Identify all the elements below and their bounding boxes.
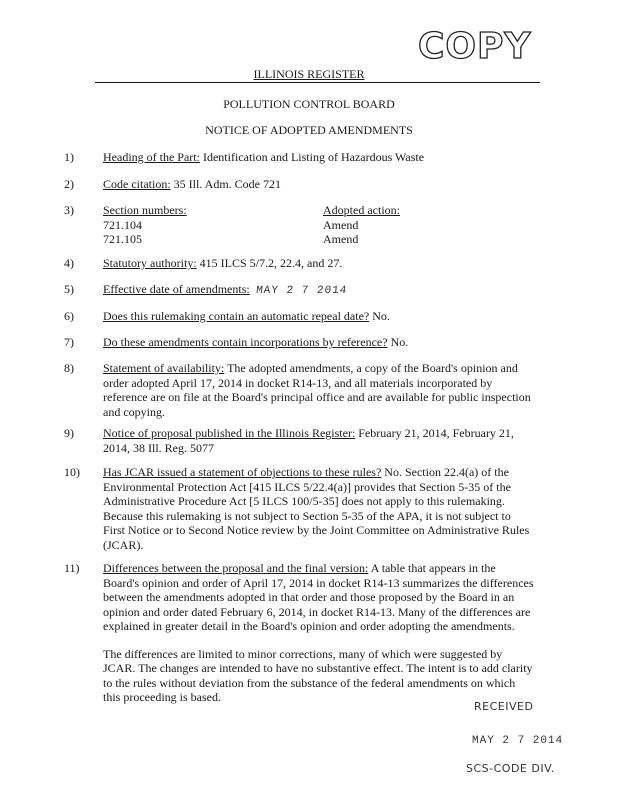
item-label: Effective date of amendments: [103,282,250,296]
adopted-action: Amend [323,217,359,232]
item-text: The adopted amendments, a copy of the Board's opinion and order adopted April 17, 2014 in docket R14-13, and all materials incorporated by reference are on file at the Board's principal office and are available for public inspection and copying. [103,361,531,419]
received-stamp: RECEIVED [474,700,534,713]
section-numbers-header: Section numbers: [103,203,187,217]
item-number: 8) [64,361,74,375]
register-title: ILLINOIS REGISTER [253,67,365,81]
item-number: 11) [64,561,80,575]
notice-title: NOTICE OF ADOPTED AMENDMENTS [205,123,413,137]
item-label: Does this rulemaking contain an automatic repeal date? [103,309,370,323]
item-text: February 21, 2014, February 21, 2014, 38 Ill. Reg. 5077 [103,426,514,455]
item-label: Statement of availability: [103,361,225,375]
scs-code-division-stamp: SCS-CODE DIV. [466,762,555,775]
item-text: Identification and Listing of Hazardous Waste [199,150,425,164]
adopted-action: Amend [323,232,359,246]
item-number: 4) [64,256,74,270]
item-text: No. [387,335,409,349]
header-rule [95,82,540,83]
item-number: 9) [64,426,74,440]
item-label: Differences between the proposal and the final version: [103,561,369,575]
item-number: 2) [64,177,74,191]
section-number: 721.105 [103,232,142,246]
item-text: 35 Ill. Adm. Code 721 [170,177,281,191]
item-number: 3) [64,203,74,217]
item-label: Statutory authority: [103,256,197,270]
item-label: Notice of proposal published in the Illinois Register: [103,426,356,440]
item-text: A table that appears in the Board's opinion and order of April 17, 2014 in docket R14-13 summarizes the differences between the amendments adopted in that order and those proposed by the Board in an opinion and order dated February 6, 2014, in docket R14-13. Many of the differences are explained in greater detail in the Board's opinion and order adopting the amendments. [103,561,534,633]
item-text: No. Section 22.4(a) of the Environmental Protection Act [415 ILCS 5/22.4(a)] provides that Section 5-35 of the Administrative Procedure Act [5 ILCS 100/5-35] does not apply to this rulemaking. Because this rulemaking is not subject to Section 5-35 of the APA, it is not subject to First Notice or to Second Notice review by the Joint Committee on Administrative Rules (JCAR). [103,465,530,552]
item-number: 5) [64,282,74,296]
item-11-paragraph-2: The differences are limited to minor corrections, many of which were suggested by JCAR. The changes are intended to have no substantive effect. The intent is to add clarity to the rules without deviation from the substance of the federal amendments on which this proceeding is based. [103,646,533,704]
item-number: 6) [64,309,74,323]
item-text: 415 ILCS 5/7.2, 22.4, and 27. [196,256,343,270]
section-number: 721.104 [103,217,142,232]
item-label: Do these amendments contain incorporations by reference? [103,335,388,349]
item-number: 7) [64,335,74,349]
received-date-stamp: MAY 2 7 2014 [472,735,564,747]
copy-stamp: COPY [418,26,532,67]
item-number: 1) [64,150,74,164]
item-label: Heading of the Part: [103,150,200,164]
item-label: Code citation: [103,177,171,191]
item-label: Has JCAR issued a statement of objections to these rules? [103,465,382,479]
item-number: 10) [64,465,80,479]
board-title: POLLUTION CONTROL BOARD [223,97,395,111]
item-text: No. [369,309,390,323]
adopted-action-header: Adopted action: [323,203,400,217]
effective-date-stamp: MAY 2 7 2014 [255,285,348,297]
